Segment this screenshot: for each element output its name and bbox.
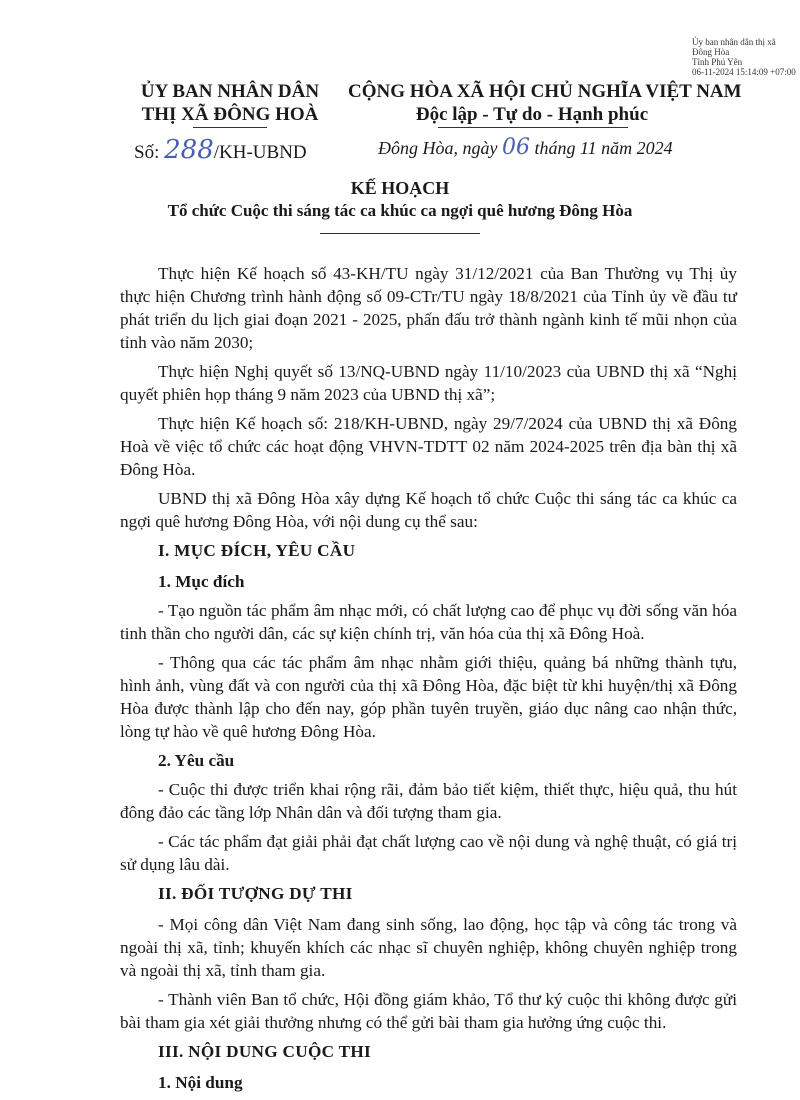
date-prefix: Đông Hòa, ngày — [378, 138, 498, 158]
intro-paragraph: Thực hiện Kế hoạch số 43-KH/TU ngày 31/12/2021 của Ban Thường vụ Thị ủy thực hiện Chương trình hành động số 09-CTr/TU ngày 18/8/2021 của Tỉnh ủy về đầu tư phát triển du lịch giai đoạn 2021 - 2025, phấn đấu trở thành ngành kinh tế mũi nhọn của tỉnh vào năm 2030; — [120, 264, 737, 352]
section-1-sub-1: 1. Mục đích — [158, 572, 245, 591]
requirement-paragraph: - Các tác phẩm đạt giải phải đạt chất lượng cao về nội dung và nghệ thuật, có giá trị sử dụng lâu dài. — [120, 832, 737, 874]
section-2-heading: II. ĐỐI TƯỢNG DỰ THI — [158, 884, 353, 903]
document-number — [134, 135, 307, 165]
date-day-handwritten: 06 — [502, 135, 530, 160]
document-subtitle: Tổ chức Cuộc thi sáng tác ca khúc ca ngợi quê hương Đông Hòa — [167, 201, 633, 220]
nation-line-1: CỘNG HÒA XÃ HỘI CHỦ NGHĨA VIỆT NAM — [348, 81, 742, 102]
requirement-paragraph: - Cuộc thi được triển khai rộng rãi, đảm bảo tiết kiệm, thiết thực, hiệu quả, thu hút đông đảo các tầng lớp Nhân dân và đối tượng tham gia. — [120, 780, 737, 822]
agency-line-1: ỦY BAN NHÂN DÂN — [140, 81, 320, 102]
national-motto — [348, 80, 742, 126]
purpose-paragraph: - Thông qua các tác phẩm âm nhạc nhằm giới thiệu, quảng bá những thành tựu, hình ảnh, vùng đất và con người của thị xã Đông Hòa, đặc biệt từ khi huyện/thị xã Đông Hòa được thành lập cho đến nay, góp phần tuyên truyền, giáo dục nâng cao nhận thức, lòng tự hào về quê hương Đông Hòa. — [120, 653, 737, 741]
stamp-line-4: 06-11-2024 15:14:09 +07:00 — [692, 67, 796, 77]
date-suffix: tháng 11 năm 2024 — [534, 138, 673, 158]
intro-paragraph: Thực hiện Kế hoạch số: 218/KH-UBND, ngày 29/7/2024 của UBND thị xã Đông Hoà về việc tổ chức các hoạt động VHVN-TDTT 02 năm 2024-2025 trên địa bàn thị xã Đông Hòa. — [120, 414, 737, 479]
document-type: KẾ HOẠCH — [350, 178, 450, 198]
document-date — [378, 135, 673, 160]
section-3-sub-1: 1. Nội dung — [158, 1073, 243, 1092]
title-underline — [320, 233, 480, 234]
section-1-heading: I. MỤC ĐÍCH, YÊU CẦU — [158, 541, 356, 560]
agency-line-2: THỊ XÃ ĐÔNG HOÀ — [141, 104, 319, 125]
section-3-heading: III. NỘI DUNG CUỘC THI — [158, 1042, 372, 1061]
motto-underline — [438, 127, 628, 128]
agency-underline — [193, 127, 267, 128]
document-body — [120, 262, 737, 1100]
intro-paragraph: Thực hiện Nghị quyết số 13/NQ-UBND ngày 11/10/2023 của UBND thị xã “Nghị quyết phiên họp tháng 9 năm 2023 của UBND thị xã”; — [120, 362, 737, 404]
digital-signature-stamp — [692, 37, 796, 77]
participant-paragraph: - Thành viên Ban tổ chức, Hội đồng giám khảo, Tổ thư ký cuộc thi không được gửi bài tham gia xét giải thưởng nhưng có thể gửi bài tham gia hưởng ứng cuộc thi. — [120, 990, 737, 1032]
doc-number-prefix: Số: — [134, 142, 160, 163]
section-1-sub-2: 2. Yêu cầu — [158, 751, 235, 770]
participant-paragraph: - Mọi công dân Việt Nam đang sinh sống, lao động, học tập và công tác trong và ngoài thị xã, tỉnh; khuyến khích các nhạc sĩ chuyên nghiệp, không chuyên nghiệp trong và ngoài thị xã, tỉnh tham gia. — [120, 915, 737, 980]
doc-number-handwritten: 288 — [164, 135, 214, 165]
stamp-line-2: Đông Hòa — [692, 47, 730, 57]
doc-number-suffix: /KH-UBND — [213, 142, 307, 163]
stamp-line-1: Ủy ban nhân dân thị xã — [692, 37, 776, 47]
intro-paragraph: UBND thị xã Đông Hòa xây dựng Kế hoạch tổ chức Cuộc thi sáng tác ca khúc ca ngợi quê hương Đông Hòa, với nội dung cụ thể sau: — [120, 489, 737, 531]
stamp-line-3: Tỉnh Phú Yên — [692, 57, 743, 67]
purpose-paragraph: - Tạo nguồn tác phẩm âm nhạc mới, có chất lượng cao để phục vụ đời sống văn hóa tinh thần cho người dân, các sự kiện chính trị, văn hóa của thị xã Đông Hoà. — [120, 601, 737, 643]
nation-line-2: Độc lập - Tự do - Hạnh phúc — [415, 104, 649, 125]
issuing-agency — [130, 80, 330, 126]
